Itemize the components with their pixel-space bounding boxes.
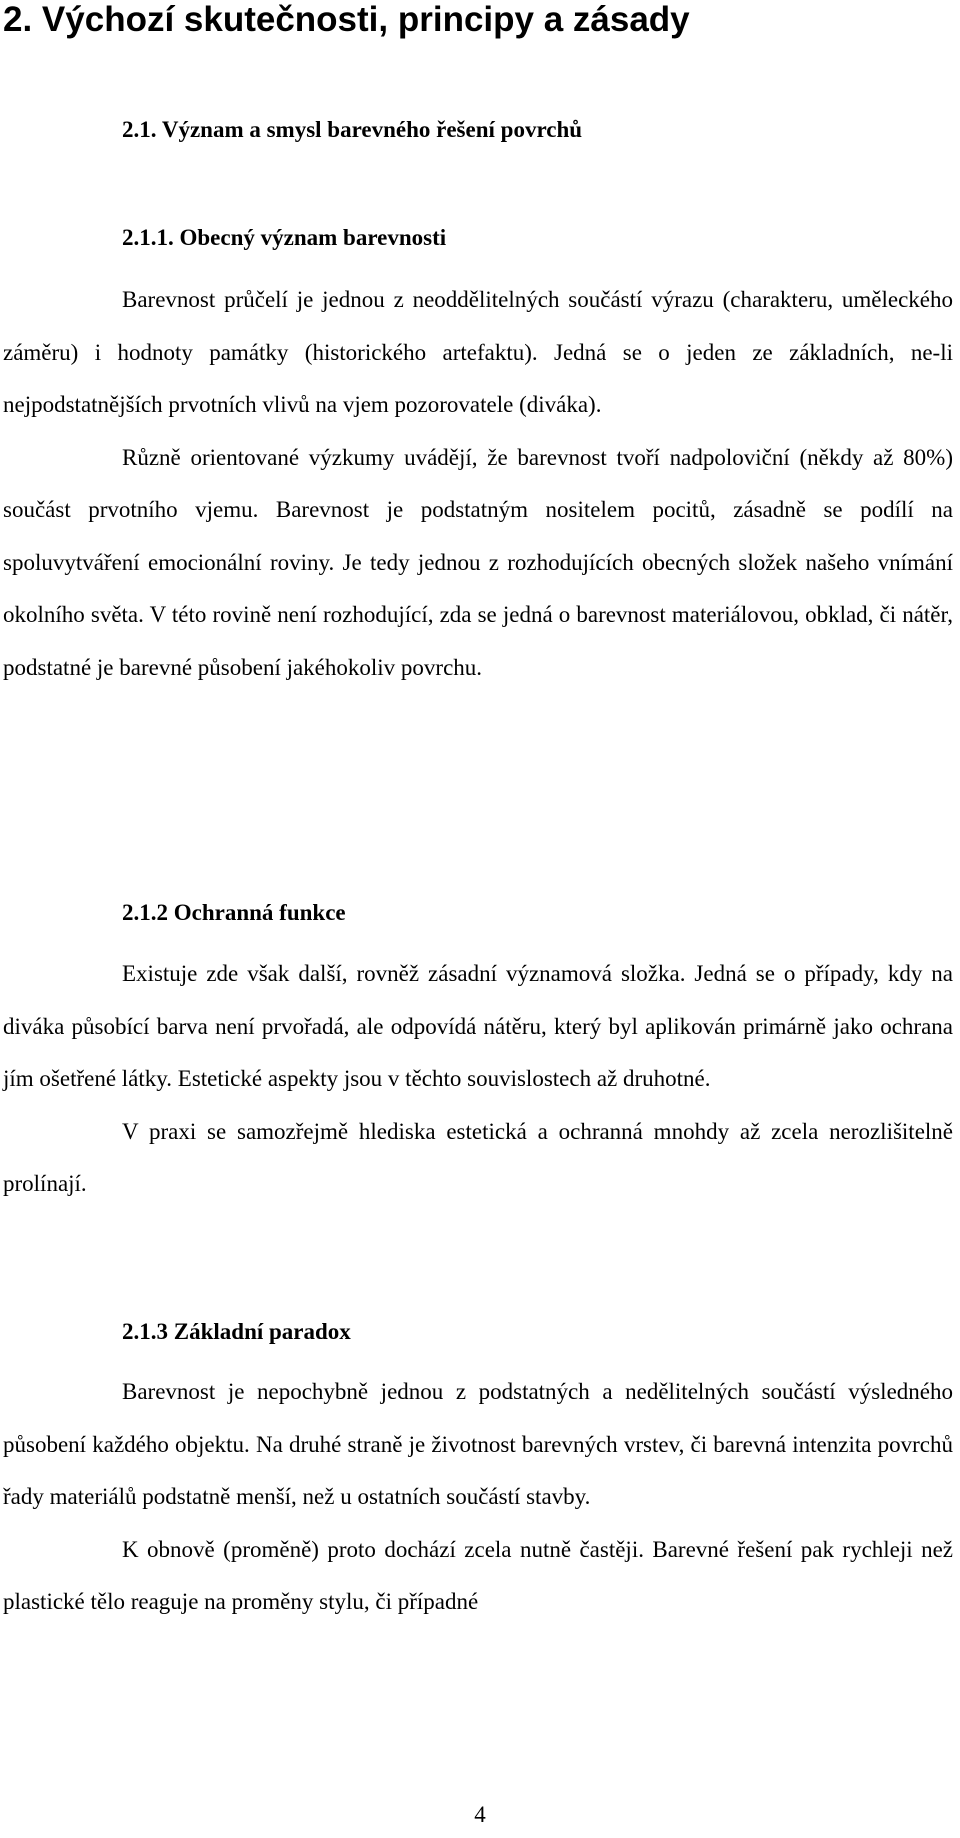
paragraph: K obnově (proměně) proto dochází zcela nutně častěji. Barevné řešení pak rychleji než plastické tělo reaguje na proměny stylu, či případné (3, 1536, 953, 1614)
section-title: 2.1. Význam a smysl barevného řešení povrchů (122, 117, 583, 142)
paragraph: Barevnost průčelí je jednou z neoddělitelných součástí výrazu (charakteru, uměleckého záměru) i hodnoty památky (historického artefaktu). Jedná se o jeden ze základních, ne-li nejpodstatnějších prvotních vlivů na vjem pozorovatele (diváka). (3, 287, 953, 417)
subsection-body-protective-function (3, 948, 953, 1211)
subsection-body-general-meaning (3, 274, 953, 694)
chapter-title: 2. Výchozí skutečnosti, principy a zásady (3, 0, 690, 39)
subsection-title-general-meaning: 2.1.1. Obecný význam barevnosti (122, 225, 447, 250)
paragraph: V praxi se samozřejmě hlediska estetická a ochranná mnohdy až zcela nerozlišitelně prolínají. (3, 1118, 953, 1196)
subsection-body-basic-paradox (3, 1366, 953, 1629)
subsection-title-basic-paradox: 2.1.3 Základní paradox (122, 1319, 351, 1344)
paragraph: Barevnost je nepochybně jednou z podstatných a nedělitelných součástí výsledného působení každého objektu. Na druhé straně je životnost barevných vrstev, či barevná intenzita povrchů řady materiálů podstatně menší, než u ostatních součástí stavby. (3, 1379, 953, 1509)
subsection-title-protective-function: 2.1.2 Ochranná funkce (122, 900, 346, 925)
paragraph: Existuje zde však další, rovněž zásadní významová složka. Jedná se o případy, kdy na diváka působící barva není prvořadá, ale odpovídá nátěru, který byl aplikován primárně jako ochrana jím ošetřené látky. Estetické aspekty jsou v těchto souvislostech až druhotné. (3, 961, 953, 1091)
paragraph: Různě orientované výzkumy uvádějí, že barevnost tvoří nadpoloviční (někdy až 80%) součást prvotního vjemu. Barevnost je podstatným nositelem pocitů, zásadně se podílí na spoluvytváření emocionální roviny. Je tedy jednou z rozhodujících obecných složek našeho vnímání okolního světa. V této rovině není rozhodující, zda se jedná o barevnost materiálovou, obklad, či nátěr, podstatné je barevné působení jakéhokoliv povrchu. (3, 444, 953, 680)
page-number: 4 (474, 1802, 486, 1827)
